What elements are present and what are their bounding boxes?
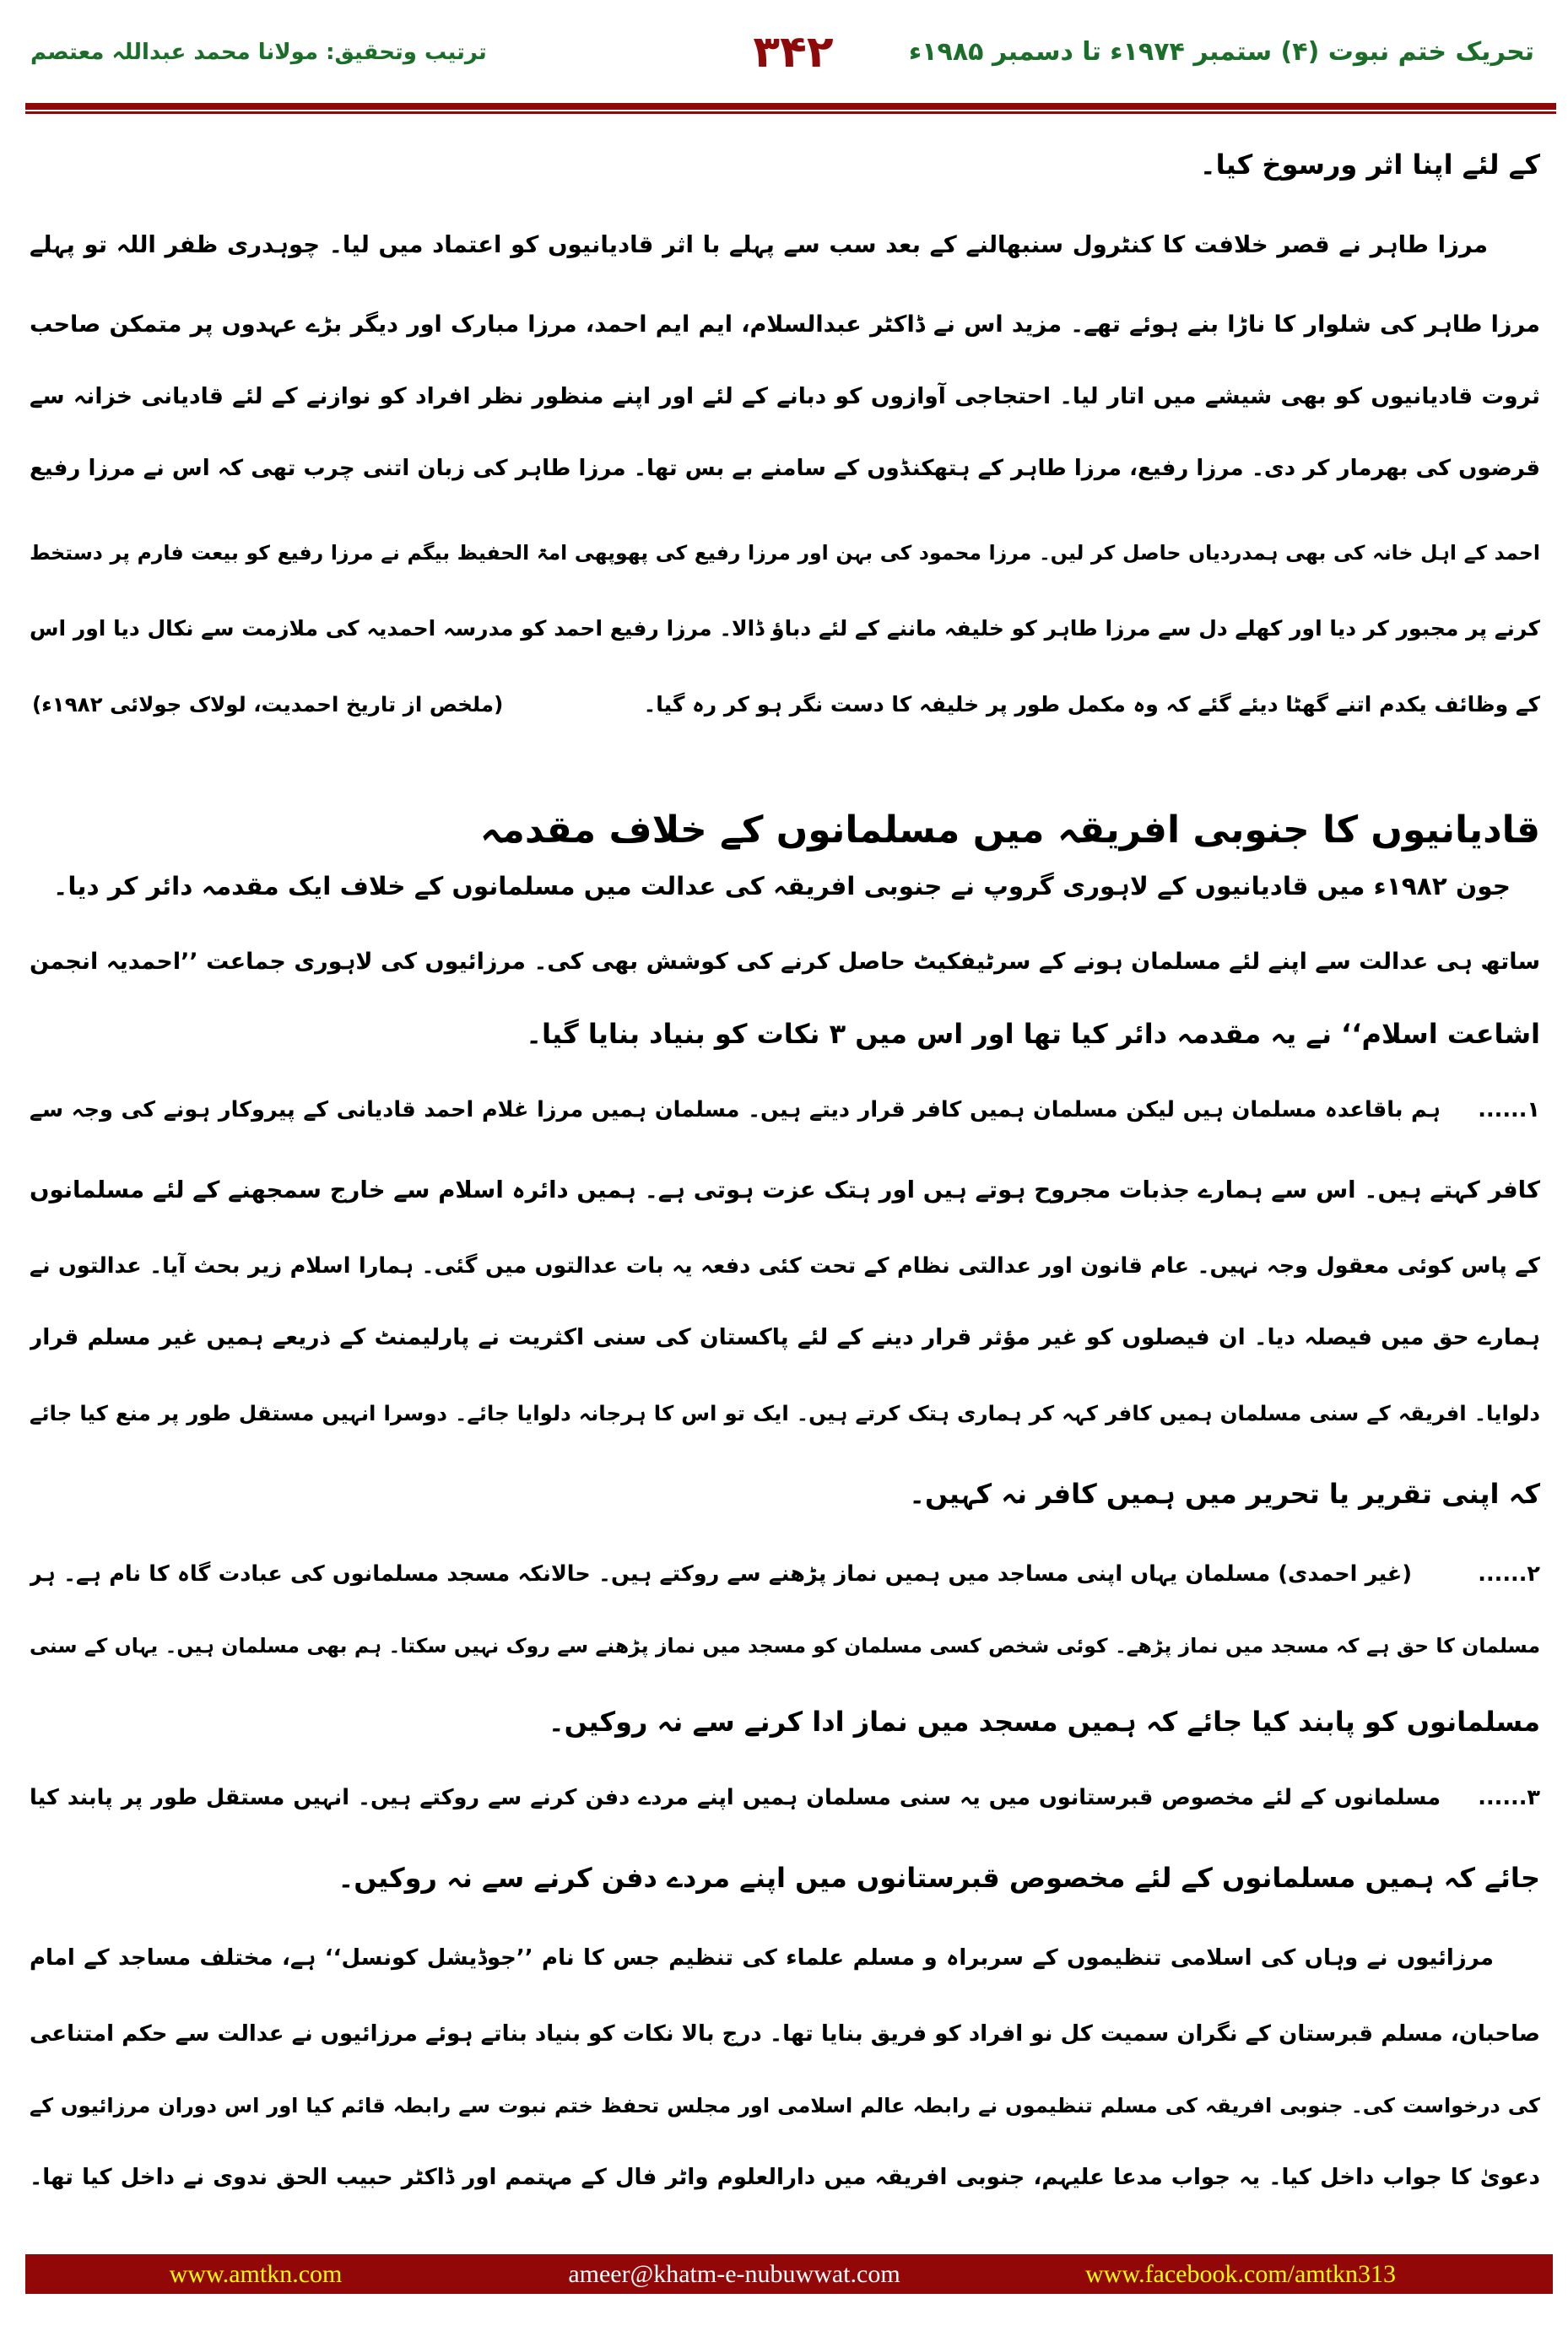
item-number: ۳...... (1478, 1785, 1540, 1810)
text-line: ساتھ ہی عدالت سے اپنے لئے مسلمان ہونے کے سرٹیفکیٹ حاصل کرنے کی کوشش بھی کی۔ مرزائیوں کی لاہوری جماعت ’’احمدیہ انجمن (30, 949, 1540, 975)
text-line: کے پاس کوئی معقول وجہ نہیں۔ عام قانون اور عدالتی نظام کے تحت کئی دفعہ یہ بات عدالتوں میں گئی۔ ہمارا اسلام زیر بحث آیا۔ عدالتوں نے (30, 1253, 1540, 1279)
website-link[interactable]: www.amtkn.com (169, 2260, 343, 2288)
list-item-2 (30, 1548, 1540, 1600)
section-heading: قادیانیوں کا جنوبی افریقہ میں مسلمانوں کے خلاف مقدمہ (479, 808, 1540, 852)
header-rule-thick (25, 103, 1556, 110)
facebook-link[interactable]: www.facebook.com/amtkn313 (1085, 2260, 1396, 2288)
list-item-1 (30, 1084, 1540, 1136)
text-line: کے لئے اپنا اثر ورسوخ کیا۔ (1199, 149, 1540, 181)
page-number: ۳۴۲ (753, 27, 834, 78)
item-number: ۲...... (1478, 1561, 1540, 1587)
compiler-credit: ترتیب وتحقیق: مولانا محمد عبداللہ معتصم (30, 40, 487, 65)
email-link[interactable]: ameer@khatm-e-nubuwwat.com (568, 2260, 900, 2288)
text-line: دعویٰ کا جواب داخل کیا۔ یہ جواب مدعا علیہم، جنوبی افریقہ میں دارالعلوم واٹر فال کے مہتمم اور ڈاکٹر حبیب الحق ندوی نے داخل کیا تھا۔ (30, 2165, 1540, 2190)
text-line: جائے کہ ہمیں مسلمانوں کے لئے مخصوص قبرستانوں میں اپنے مردے دفن کرنے سے نہ روکیں۔ (338, 1862, 1540, 1894)
text-line: صاحبان، مسلم قبرستان کے نگران سمیت کل نو افراد کو فریق بنایا تھا۔ درج بالا نکات کو بنیاد بناتے ہوئے مرزائیوں نے عدالت سے حکم امتناعی (30, 2021, 1540, 2047)
text-line: مسلمانوں کو پابند کیا جائے کہ ہمیں مسجد میں نماز ادا کرنے سے نہ روکیں۔ (548, 1706, 1540, 1738)
text-line: احمد کے اہل خانہ کی بھی ہمدردیاں حاصل کر لیں۔ مرزا محمود کی بہن اور مرزا رفیع کی پھوپھی امۃ الحفیظ بیگم نے مرزا رفیع کو بیعت فارم پر دستخط (30, 541, 1540, 565)
text-line: کہ اپنی تقریر یا تحریر میں ہمیں کافر نہ کہیں۔ (909, 1478, 1540, 1510)
text-line: اشاعت اسلام‘‘ نے یہ مقدمہ دائر کیا تھا اور اس میں ۳ نکات کو بنیاد بنایا گیا۔ (526, 1018, 1540, 1050)
text-line: کے وظائف یکدم اتنے گھٹا دیئے گئے کہ وہ مکمل طور پر خلیفہ کا دست نگر ہو کر رہ گیا۔ (643, 692, 1540, 717)
text-line: (غیر احمدی) مسلمان یہاں اپنی مساجد میں ہمیں نماز پڑھنے سے روکتے ہیں۔ حالانکہ مسجد مسلمانوں کی عبادت گاہ کا نام ہے۔ ہر (30, 1561, 1412, 1587)
item-number: ۱...... (1478, 1097, 1540, 1122)
list-item-3 (30, 1771, 1540, 1824)
text-line: کی درخواست کی۔ جنوبی افریقہ کی مسلم تنظیموں نے رابطہ عالم اسلامی اور مجلس تحفظ ختم نبوت سے رابطہ قائم کیا اور اس دوران مرزائیوں کے (30, 2094, 1540, 2118)
text-line: کرنے پر مجبور کر دیا اور کھلے دل سے مرزا طاہر کو خلیفہ ماننے کے لئے دباؤ ڈالا۔ مرزا رفیع احمد کو مدرسہ احمدیہ کی ملازمت سے نکال دیا اور اس (30, 616, 1540, 641)
text-line: مسلمان کا حق ہے کہ مسجد میں نماز پڑھے۔ کوئی شخص کسی مسلمان کو مسجد میں نماز پڑھنے سے روک نہیں سکتا۔ ہم بھی مسلمان ہیں۔ یہاں کے سنی (30, 1634, 1540, 1658)
book-title: تحریک ختم نبوت (۴) ستمبر ۱۹۷۴ء تا دسمبر ۱۹۸۵ء (908, 37, 1534, 67)
citation: (ملخص از تاریخ احمدیت، لولاک جولائی ۱۹۸۲ء) (32, 692, 504, 717)
text-line: کافر کہتے ہیں۔ اس سے ہمارے جذبات مجروح ہوتے ہیں اور ہتک عزت ہوتی ہے۔ ہمیں دائرہ اسلام سے خارج سمجھنے کے لئے مسلمانوں (30, 1176, 1540, 1203)
text-line: مرزا طاہر کی شلوار کا ناڑا بنے ہوئے تھے۔ مزید اس نے ڈاکٹر عبدالسلام، ایم ایم احمد، مرزا مبارک اور دیگر بڑے عہدوں پر متمکن صاحب (30, 311, 1540, 338)
text-line: مرزائیوں نے وہاں کی اسلامی تنظیموں کے سربراہ و مسلم علماء کی تنظیم جس کا نام ’’جوڈیشل کونسل‘‘ ہے، مختلف مساجد کے امام (30, 1945, 1494, 1971)
text-line: مسلمانوں کے لئے مخصوص قبرستانوں میں یہ سنی مسلمان ہمیں اپنے مردے دفن کرنے سے روکتے ہیں۔ انہیں مستقل طور پر پابند کیا (30, 1785, 1441, 1810)
text-line: قرضوں کی بھرمار کر دی۔ مرزا رفیع، مرزا طاہر کے ہتھکنڈوں کے سامنے بے بس تھا۔ مرزا طاہر کی زبان اتنی چرب تھی کہ اس نے مرزا رفیع (30, 456, 1540, 481)
text-line: ہم باقاعدہ مسلمان ہیں لیکن مسلمان ہمیں کافر قرار دیتے ہیں۔ مسلمان ہمیں مرزا غلام احمد قادیانی کے پیروکار ہونے کی وجہ سے (30, 1097, 1441, 1122)
text-line: ہمارے حق میں فیصلہ دیا۔ ان فیصلوں کو غیر مؤثر قرار دینے کے لئے پاکستان کی سنی اکثریت نے پارلیمنٹ کے ذریعے ہمیں غیر مسلم قرار (30, 1324, 1540, 1350)
text-line: مرزا طاہر نے قصر خلافت کا کنٹرول سنبھالنے کے بعد سب سے پہلے با اثر قادیانیوں کو اعتماد میں لیا۔ چوہدری ظفر اللہ تو پہلے (30, 231, 1488, 258)
footer-bar (25, 2254, 1553, 2294)
text-line: دلوایا۔ افریقہ کے سنی مسلمان ہمیں کافر کہہ کر ہماری ہتک کرتے ہیں۔ ایک تو اس کا ہرجانہ دلوایا جائے۔ دوسرا انہیں مستقل طور پر منع کیا جائے (30, 1401, 1540, 1425)
header-rule-thin (25, 111, 1556, 114)
text-line: ثروت قادیانیوں کو بھی شیشے میں اتار لیا۔ احتجاجی آوازوں کو دبانے کے لئے اور اپنے منظور نظر افراد کو نوازنے کے لئے قادیانی خزانہ سے (30, 383, 1540, 409)
text-line: جون ۱۹۸۲ء میں قادیانیوں کے لاہوری گروپ نے جنوبی افریقہ کی عدالت میں مسلمانوں کے خلاف ایک مقدمہ دائر کر دیا۔ (53, 872, 1511, 901)
